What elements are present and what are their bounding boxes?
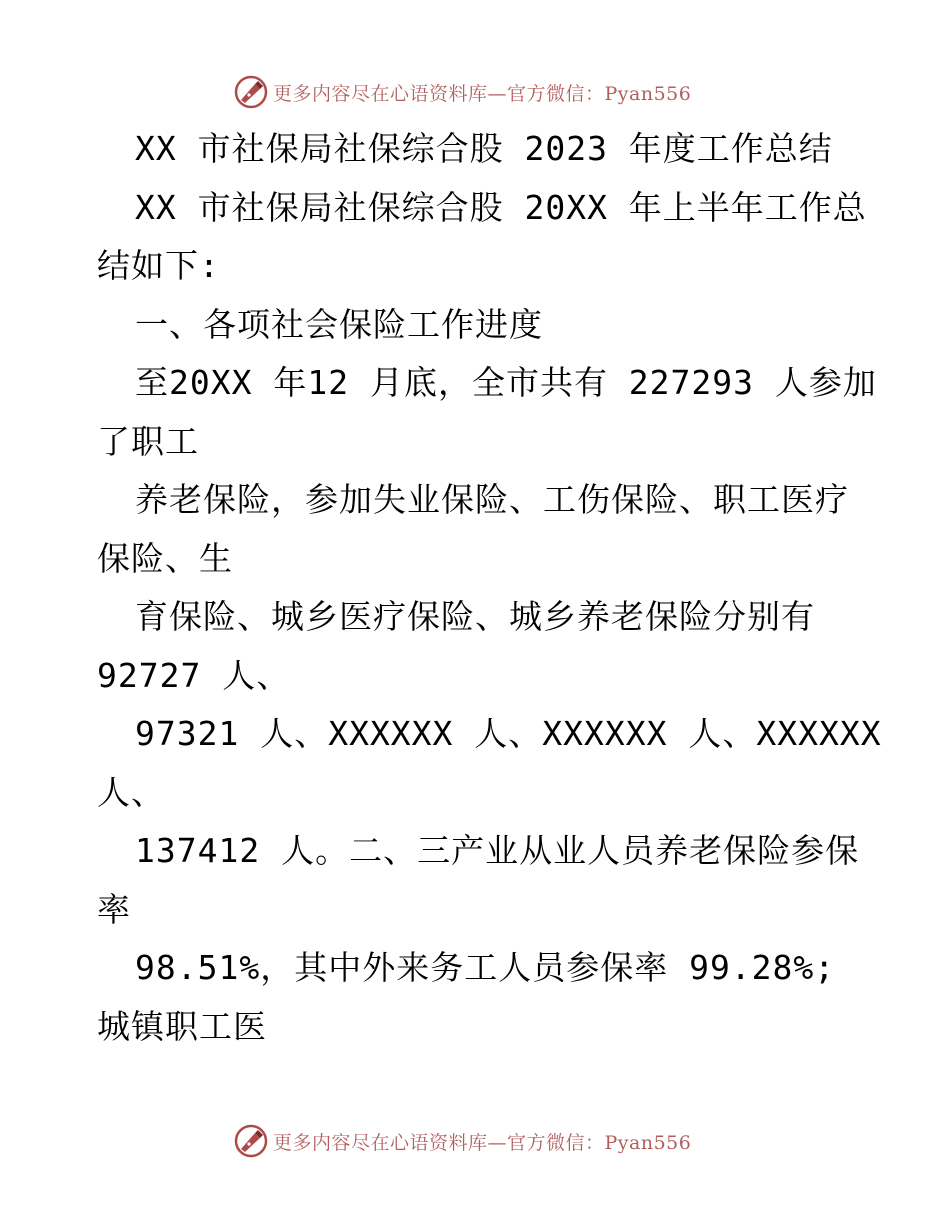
text-line: 至20XX 年12 月底，全市共有 227293 人参加 bbox=[135, 363, 877, 402]
text-line: 保险、生 bbox=[97, 538, 233, 578]
text-line: 人、 bbox=[97, 772, 165, 812]
text-line: 97321 人、XXXXXX 人、XXXXXX 人、XXXXXX bbox=[135, 714, 882, 753]
text-line: 城镇职工医 bbox=[97, 1006, 267, 1046]
footer-watermark bbox=[233, 1121, 691, 1161]
watermark-text: 更多内容尽在心语资料库—官方微信：Pyan556 bbox=[273, 82, 692, 105]
text-line: 98.51%，其中外来务工人员参保率 99.28%; bbox=[135, 948, 836, 987]
text-line: 养老保险，参加失业保险、工伤保险、职工医疗 bbox=[135, 480, 849, 519]
document-body bbox=[97, 120, 882, 1056]
text-line: 92727 人、 bbox=[97, 655, 291, 695]
text-line: 育保险、城乡医疗保险、城乡养老保险分别有 bbox=[135, 597, 815, 636]
text-line: 率 bbox=[97, 889, 131, 929]
text-line: 结如下: bbox=[97, 246, 220, 285]
pen-nib-logo-icon bbox=[233, 1123, 269, 1159]
text-line: XX 市社保局社保综合股 20XX 年上半年工作总 bbox=[135, 187, 867, 227]
watermark-text: 更多内容尽在心语资料库—官方微信：Pyan556 bbox=[273, 1131, 692, 1154]
header-watermark bbox=[233, 72, 691, 112]
pen-nib-logo-icon bbox=[233, 74, 269, 110]
text-line: XX 市社保局社保综合股 2023 年度工作总结 bbox=[135, 129, 833, 168]
text-line: 137412 人。二、三产业从业人员养老保险参保 bbox=[135, 831, 860, 870]
text-line: 了职工 bbox=[97, 421, 199, 461]
section-heading: 一、各项社会保险工作进度 bbox=[135, 304, 543, 344]
